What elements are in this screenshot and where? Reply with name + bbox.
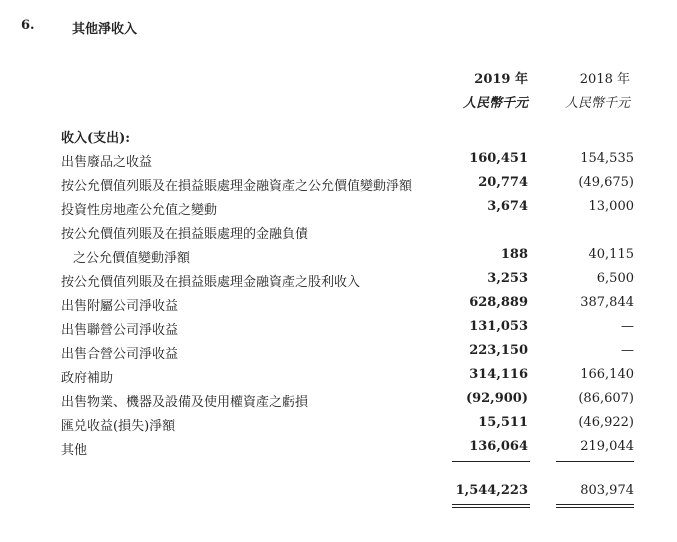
row-value-2019: 3,674: [487, 199, 528, 214]
row-value-2018: —: [621, 343, 634, 358]
row-label: 按公允價值列賬及在損益賬處理的金融負債: [61, 227, 309, 242]
row-label: 之公允價值變動淨額: [73, 251, 191, 266]
row-label: 出售物業、機器及設備及使用權資產之虧損: [61, 395, 309, 410]
total-double-rule-2018-top: [556, 504, 634, 505]
total-value-2018: 803,974: [580, 483, 634, 498]
total-double-rule-2018-bottom: [556, 507, 634, 508]
column-header-2018: 2018 年: [579, 72, 630, 87]
row-label: 匯兑收益(損失)淨額: [61, 419, 176, 434]
row-value-2019: 20,774: [478, 175, 528, 190]
section-number: 6.: [21, 18, 35, 33]
row-label: 政府補助: [61, 371, 114, 386]
column-unit-2019: 人民幣千元: [462, 96, 528, 111]
row-value-2019: (92,900): [465, 391, 528, 406]
income-subheading: 收入(支出):: [61, 131, 131, 146]
row-value-2018: (86,607): [578, 391, 634, 406]
row-value-2019: 314,116: [469, 367, 528, 382]
row-label: 出售合營公司淨收益: [61, 347, 179, 362]
total-value-2019: 1,544,223: [455, 483, 528, 498]
row-value-2018: 40,115: [588, 247, 634, 262]
row-value-2019: 15,511: [478, 415, 528, 430]
subtotal-rule-2018: [556, 461, 634, 462]
row-value-2019: 628,889: [469, 295, 528, 310]
subtotal-rule-2019: [452, 461, 530, 462]
total-double-rule-2019-top: [452, 504, 530, 505]
row-label: 出售聯營公司淨收益: [61, 323, 179, 338]
row-value-2019: 136,064: [469, 439, 528, 454]
total-double-rule-2019-bottom: [452, 507, 530, 508]
row-value-2018: 219,044: [580, 439, 634, 454]
row-value-2019: 188: [500, 247, 528, 262]
column-unit-2018: 人民幣千元: [564, 96, 630, 111]
row-value-2018: 166,140: [580, 367, 634, 382]
row-value-2018: (49,675): [578, 175, 634, 190]
row-label: 按公允價值列賬及在損益賬處理金融資產之公允價值變動淨額: [61, 179, 413, 194]
row-value-2018: 6,500: [596, 271, 634, 286]
row-value-2018: 154,535: [580, 151, 634, 166]
row-value-2019: 3,253: [487, 271, 528, 286]
row-label: 出售廢品之收益: [61, 155, 153, 170]
row-value-2019: 223,150: [469, 343, 528, 358]
row-label: 投資性房地產公允值之變動: [61, 203, 218, 218]
row-value-2018: 13,000: [588, 199, 634, 214]
row-value-2018: —: [621, 319, 634, 334]
section-title: 其他淨收入: [72, 22, 138, 37]
column-header-2019: 2019 年: [474, 72, 528, 87]
row-value-2019: 131,053: [469, 319, 528, 334]
row-label: 其他: [61, 443, 88, 458]
row-value-2019: 160,451: [469, 151, 528, 166]
row-value-2018: (46,922): [578, 415, 634, 430]
row-value-2018: 387,844: [580, 295, 634, 310]
row-label: 按公允價值列賬及在損益賬處理金融資產之股利收入: [61, 275, 361, 290]
row-label: 出售附屬公司淨收益: [61, 299, 179, 314]
